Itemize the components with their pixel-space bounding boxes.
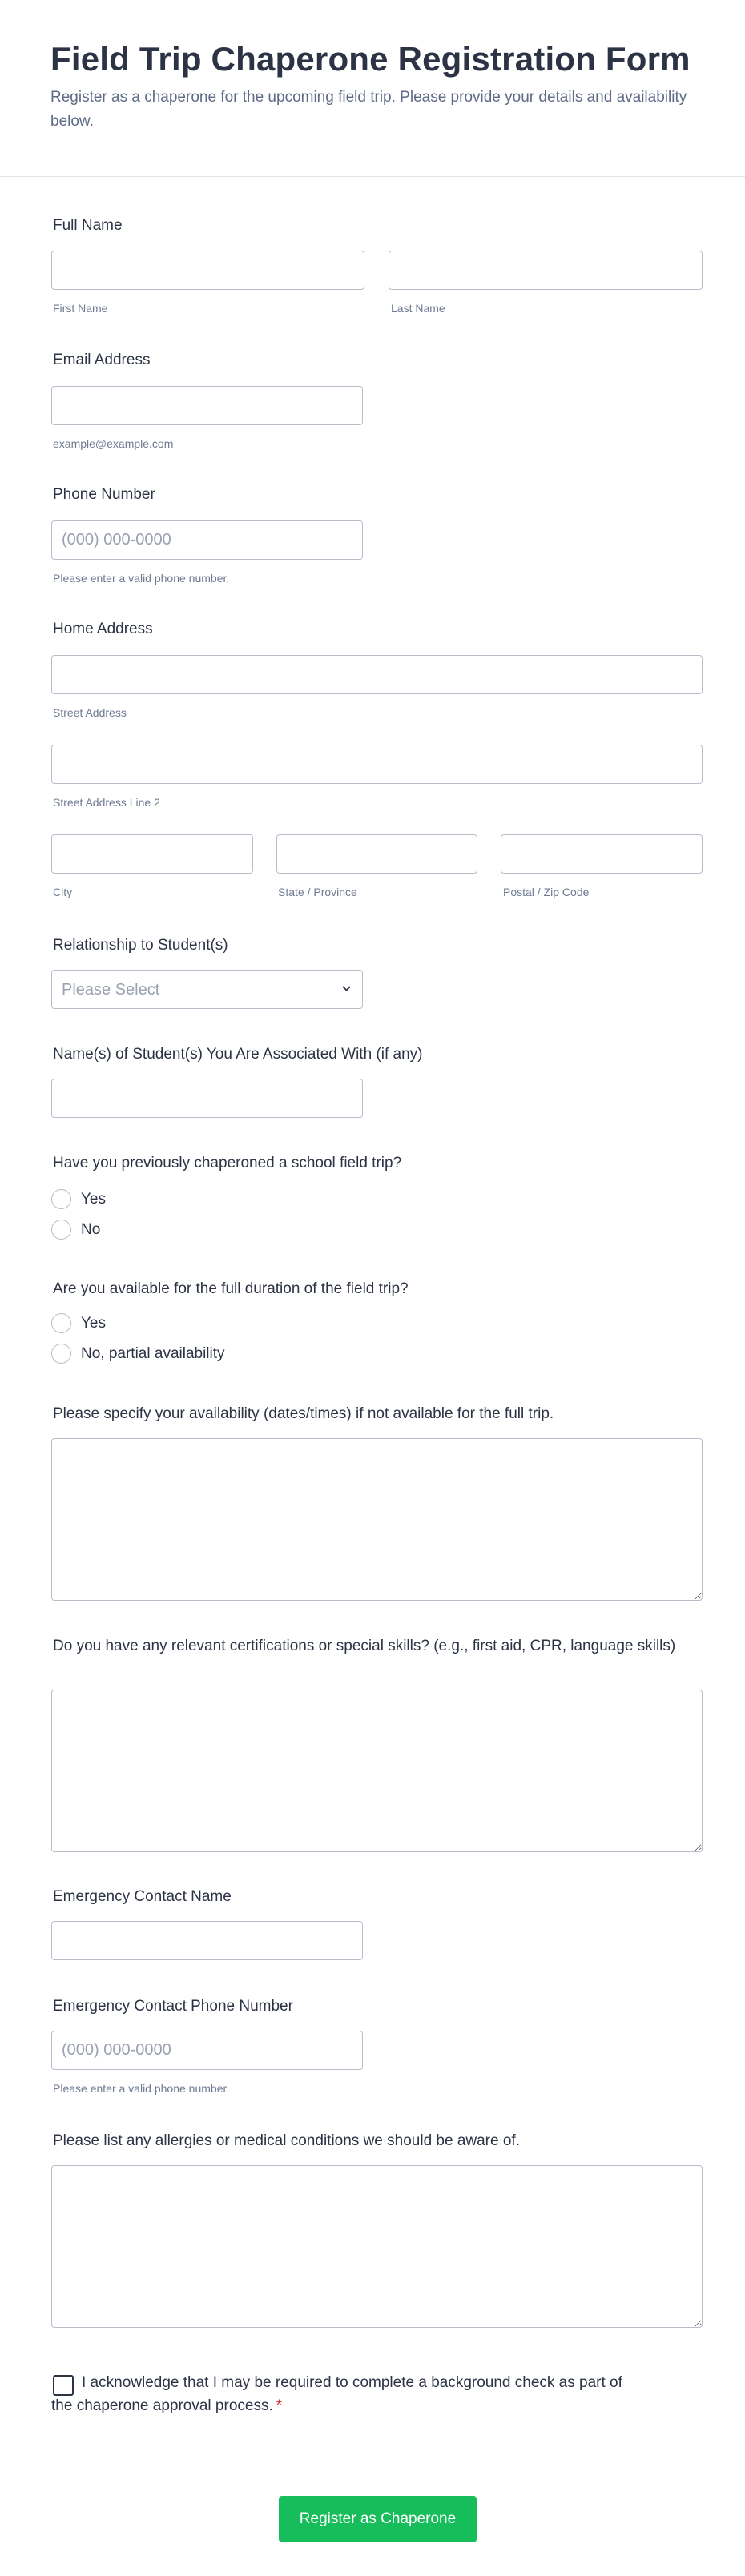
form-header	[0, 0, 745, 177]
phone-label: Phone Number	[53, 486, 155, 503]
previous-chaperone-label: Have you previously chaperoned a school field trip?	[53, 1155, 402, 1171]
street-address-sublabel: Street Address	[53, 706, 127, 719]
radio-button[interactable]	[51, 1313, 71, 1333]
email-label: Email Address	[53, 352, 151, 368]
radio-label: Yes	[81, 1315, 106, 1332]
city-sublabel: City	[53, 886, 73, 898]
availability-label: Are you available for the full duration of the field trip?	[53, 1280, 409, 1297]
certifications-label: Do you have any relevant certifications or special skills? (e.g., first aid, CPR, language skills)	[53, 1638, 676, 1654]
radio-button[interactable]	[51, 1189, 71, 1209]
state-input[interactable]	[276, 834, 477, 874]
chevron-down-icon	[342, 984, 351, 993]
page-title: Field Trip Chaperone Registration Form	[50, 40, 691, 78]
radio-label: Yes	[81, 1191, 106, 1208]
last-name-sublabel: Last Name	[391, 302, 445, 315]
relationship-select-value: Please Select	[62, 981, 160, 999]
emergency-phone-input[interactable]	[51, 2031, 363, 2070]
emergency-name-label: Emergency Contact Name	[53, 1888, 232, 1905]
emergency-name-input[interactable]	[51, 1921, 363, 1960]
email-input[interactable]	[51, 386, 363, 425]
required-marker: *	[276, 2397, 283, 2414]
phone-input[interactable]	[51, 520, 363, 560]
full-name-label: Full Name	[53, 217, 123, 234]
first-name-sublabel: First Name	[53, 302, 108, 315]
street-address-line2-sublabel: Street Address Line 2	[53, 796, 160, 809]
availability-details-label: Please specify your availability (dates/times) if not available for the full trip.	[53, 1405, 554, 1422]
allergies-label: Please list any allergies or medical conditions we should be aware of.	[53, 2132, 520, 2149]
students-input[interactable]	[51, 1079, 363, 1118]
emergency-phone-label: Emergency Contact Phone Number	[53, 1998, 293, 2015]
register-button[interactable]: Register as Chaperone	[279, 2496, 477, 2542]
allergies-textarea[interactable]	[51, 2165, 703, 2328]
radio-label: No	[81, 1221, 101, 1238]
first-name-input[interactable]	[51, 251, 364, 290]
certifications-textarea[interactable]	[51, 1690, 703, 1852]
relationship-select[interactable]	[51, 970, 363, 1009]
street-address-input[interactable]	[51, 655, 703, 694]
last-name-input[interactable]	[389, 251, 703, 290]
students-label: Name(s) of Student(s) You Are Associated With (if any)	[53, 1046, 423, 1063]
city-input[interactable]	[51, 834, 253, 874]
radio-label: No, partial availability	[81, 1345, 225, 1362]
page-subtitle: Register as a chaperone for the upcoming field trip. Please provide your details and availability below.	[50, 89, 687, 130]
address-label: Home Address	[53, 621, 153, 637]
relationship-label: Relationship to Student(s)	[53, 937, 228, 954]
zip-input[interactable]	[501, 834, 703, 874]
radio-button[interactable]	[51, 1220, 71, 1240]
availability-details-textarea[interactable]	[51, 1438, 703, 1601]
street-address-line2-input[interactable]	[51, 745, 703, 784]
phone-sublabel: Please enter a valid phone number.	[53, 572, 230, 585]
email-sublabel: example@example.com	[53, 437, 174, 450]
state-sublabel: State / Province	[278, 886, 357, 898]
radio-button[interactable]	[51, 1344, 71, 1364]
acknowledgement-text: I acknowledge that I may be required to complete a background check as part of the chaperone approval process.	[51, 2374, 622, 2414]
emergency-phone-sublabel: Please enter a valid phone number.	[53, 2082, 230, 2095]
acknowledgement-label	[51, 2371, 628, 2417]
zip-sublabel: Postal / Zip Code	[503, 886, 590, 898]
